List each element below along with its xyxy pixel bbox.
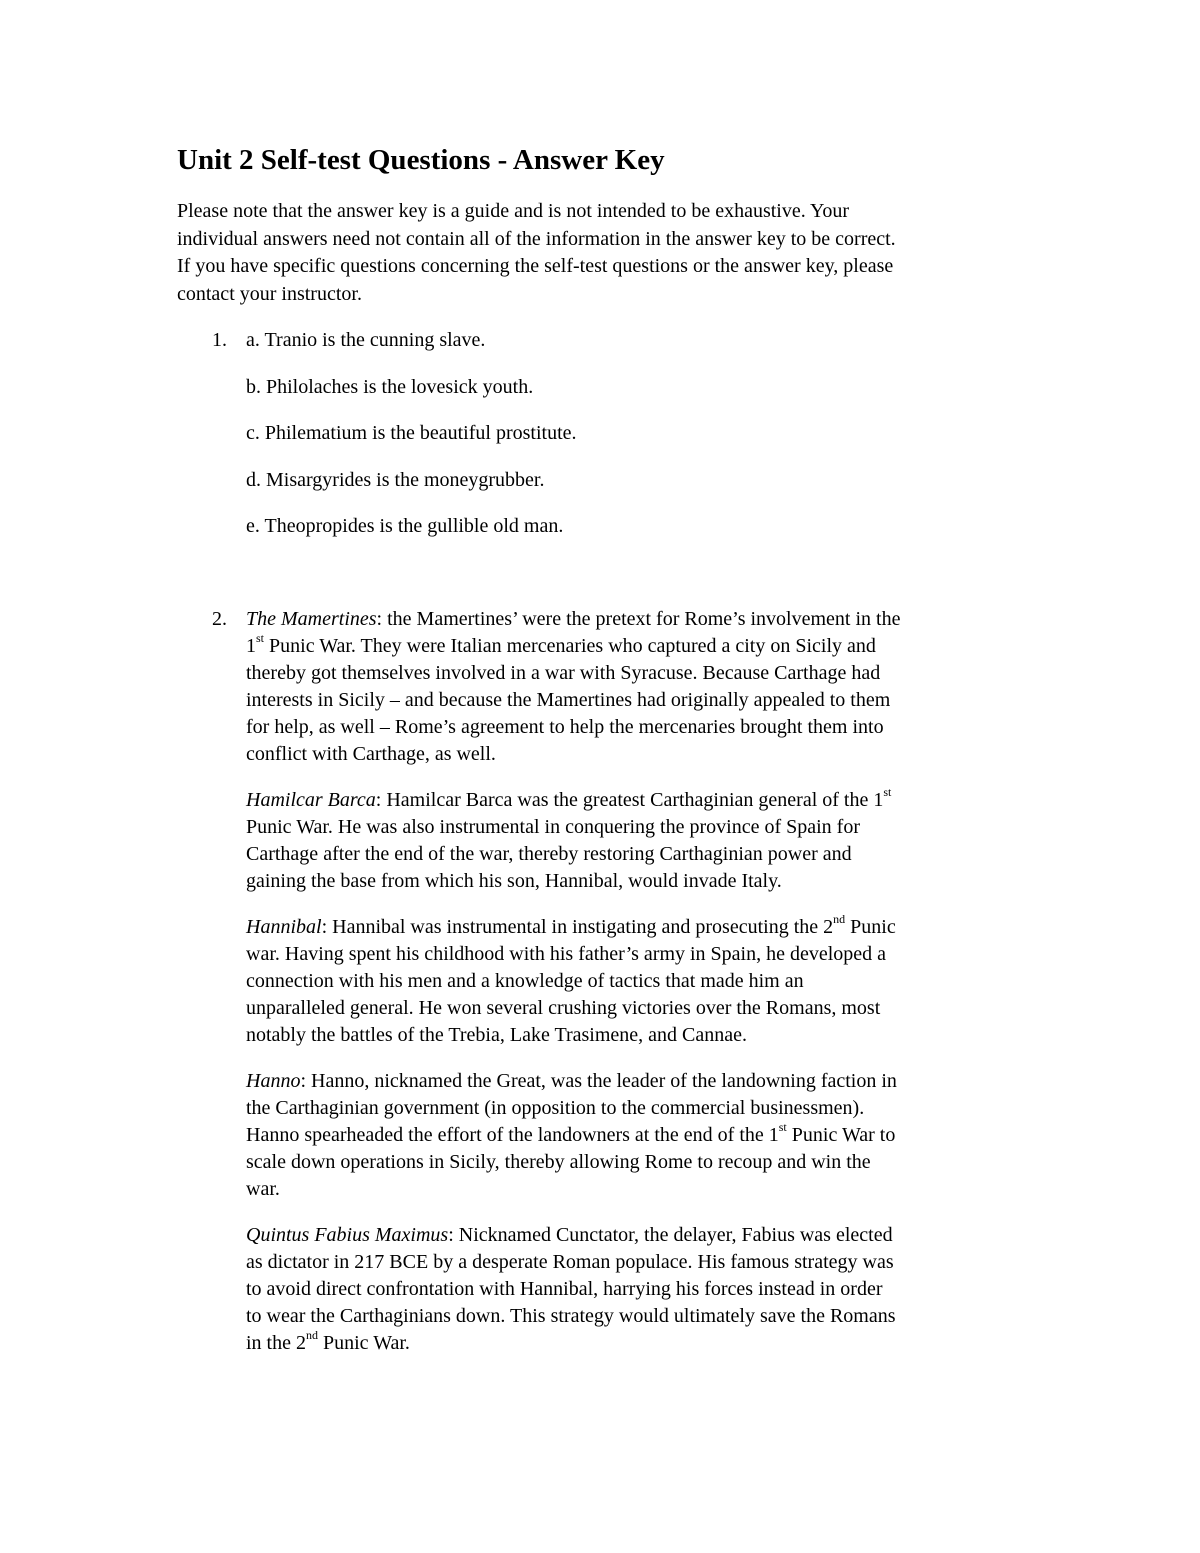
line-text: notably the battles of the Trebia, Lake Trasimene, and Cannae. <box>246 1024 748 1046</box>
entry-line <box>246 995 1046 1022</box>
line-text: 1 <box>246 635 256 657</box>
entry-line <box>246 606 1046 633</box>
entry-line <box>246 741 1046 768</box>
line-text: : the Mamertines’ were the pretext for Rome’s involvement in the <box>376 608 901 630</box>
line-text: Punic War. They were Italian mercenaries who captured a city on Sicily and <box>264 635 876 657</box>
entry-term: Hannibal <box>246 916 322 938</box>
intro-paragraph <box>177 198 1057 308</box>
answer-item: c. Philematium is the beautiful prostitute. <box>246 422 577 444</box>
line-text: for help, as well – Rome’s agreement to help the mercenaries brought them into <box>246 716 884 738</box>
entry-term: Quintus Fabius Maximus <box>246 1224 449 1246</box>
line-text: thereby got themselves involved in a war with Syracuse. Because Carthage had <box>246 662 881 684</box>
line-text: connection with his men and a knowledge of tactics that made him an <box>246 970 804 992</box>
line-text: : Hannibal was instrumental in instigating and prosecuting the 2 <box>321 916 834 938</box>
entry-line <box>246 1122 1046 1149</box>
answer-item: e. Theopropides is the gullible old man. <box>246 515 564 537</box>
line-text: Hanno spearheaded the effort of the landowners at the end of the 1 <box>246 1124 779 1146</box>
question-1-answers <box>246 327 1046 560</box>
line-text: interests in Sicily – and because the Mamertines had originally appealed to them <box>246 689 891 711</box>
intro-line: individual answers need not contain all of the information in the answer key to be correct. <box>177 227 896 250</box>
entry-term: Hanno <box>246 1070 301 1092</box>
entry-line <box>246 1249 1046 1276</box>
ordinal-suffix: nd <box>306 1328 318 1343</box>
ordinal-suffix: st <box>883 785 892 800</box>
ordinal-suffix: st <box>256 631 265 646</box>
line-text: Punic War. <box>318 1332 410 1354</box>
intro-line: If you have specific questions concerning the self-test questions or the answer key, please <box>177 255 894 277</box>
answer-item: b. Philolaches is the lovesick youth. <box>246 375 534 398</box>
line-text: Carthage after the end of the war, thereby restoring Carthaginian power and <box>246 843 852 865</box>
entry-line <box>246 1095 1046 1122</box>
entry-line <box>246 868 1046 895</box>
line-text: war. Having spent his childhood with his father’s army in Spain, he developed a <box>246 943 887 965</box>
entry-line <box>246 914 1046 941</box>
line-text: unparalleled general. He won several crushing victories over the Romans, most <box>246 997 881 1019</box>
entry-line <box>246 1068 1046 1095</box>
glossary-entry <box>246 1222 1046 1357</box>
line-text: in the 2 <box>246 1332 306 1354</box>
glossary-entry <box>246 787 1046 895</box>
entry-line <box>246 714 1046 741</box>
entry-line <box>246 1022 1046 1049</box>
line-text: : Nicknamed Cunctator, the delayer, Fabius was elected <box>448 1224 893 1246</box>
entry-line <box>246 1222 1046 1249</box>
entry-line <box>246 1149 1046 1176</box>
intro-line: contact your instructor. <box>177 282 362 305</box>
ordinal-suffix: st <box>778 1120 787 1135</box>
entry-line <box>246 1276 1046 1303</box>
line-text: as dictator in 217 BCE by a desperate Roman populace. His famous strategy was <box>246 1251 894 1273</box>
glossary-entry <box>246 606 1046 768</box>
entry-term: The Mamertines <box>246 608 377 630</box>
line-text: war. <box>246 1178 280 1200</box>
entry-line <box>246 660 1046 687</box>
entry-line <box>246 1176 1046 1203</box>
line-text: : Hamilcar Barca was the greatest Carthaginian general of the 1 <box>375 789 884 811</box>
question-1-number: 1. <box>212 329 227 351</box>
question-2-number: 2. <box>212 608 227 630</box>
line-text: Punic <box>845 916 896 938</box>
answer-item: a. Tranio is the cunning slave. <box>246 329 486 351</box>
line-text: conflict with Carthage, as well. <box>246 743 496 765</box>
line-text: gaining the base from which his son, Hannibal, would invade Italy. <box>246 870 782 892</box>
line-text: Punic War to <box>786 1124 896 1146</box>
entry-term: Hamilcar Barca <box>246 789 376 811</box>
ordinal-suffix: nd <box>833 912 846 927</box>
line-text: Punic War. He was also instrumental in conquering the province of Spain for <box>246 816 860 838</box>
intro-line: Please note that the answer key is a guide and is not intended to be exhaustive. Your <box>177 200 850 222</box>
glossary-entry <box>246 914 1046 1049</box>
entry-line <box>246 968 1046 995</box>
line-text: scale down operations in Sicily, thereby allowing Rome to recoup and win the <box>246 1151 871 1173</box>
line-text: to wear the Carthaginians down. This strategy would ultimately save the Romans <box>246 1305 896 1327</box>
entry-line <box>246 1303 1046 1330</box>
entry-line <box>246 633 1046 660</box>
entry-line <box>246 787 1046 814</box>
answer-item: d. Misargyrides is the moneygrubber. <box>246 468 545 491</box>
entry-line <box>246 687 1046 714</box>
entry-line <box>246 841 1046 868</box>
entry-line <box>246 1330 1046 1357</box>
page-title: Unit 2 Self-test Questions - Answer Key <box>177 144 665 176</box>
glossary-entry <box>246 1068 1046 1203</box>
question-2-answers <box>246 606 1046 1376</box>
entry-line <box>246 814 1046 841</box>
line-text: the Carthaginian government (in opposition to the commercial businessmen). <box>246 1097 865 1119</box>
line-text: : Hanno, nicknamed the Great, was the leader of the landowning faction in <box>300 1070 897 1092</box>
entry-line <box>246 941 1046 968</box>
line-text: to avoid direct confrontation with Hannibal, harrying his forces instead in order <box>246 1278 883 1300</box>
